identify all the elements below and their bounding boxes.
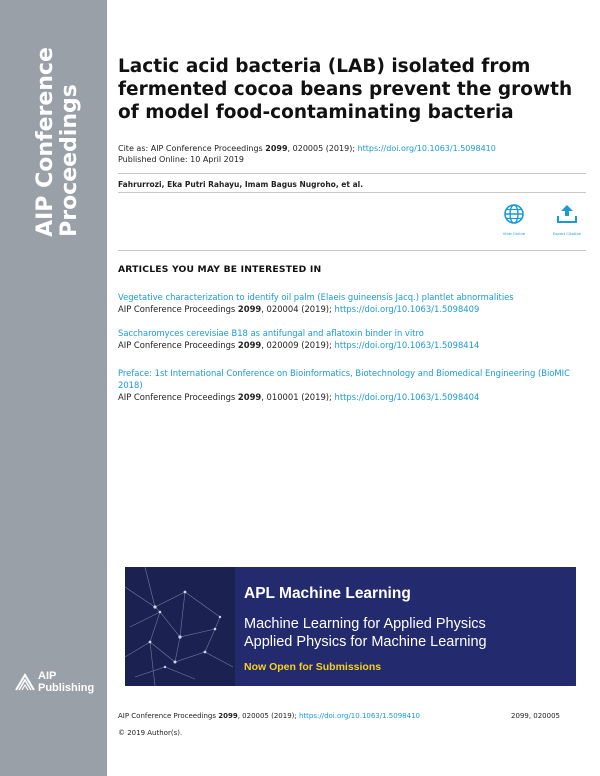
ref-prefix: AIP Conference Proceedings [118,340,238,350]
logo-text-publishing: Publishing [38,682,95,694]
ref-volume: 2099 [237,340,262,350]
cite-prefix: Cite as: AIP Conference Proceedings [118,144,266,153]
divider [118,250,586,251]
ref-prefix: AIP Conference Proceedings [118,392,238,402]
article-doi-link[interactable]: https://doi.org/10.1063/1.5098410 [357,144,496,153]
related-article-doi-link[interactable]: https://doi.org/10.1063/1.5098414 [334,340,480,350]
journal-name-line1: AIP Conference [33,47,58,237]
copyright: © 2019 Author(s). [118,729,183,737]
article-title: Lactic acid bacteria (LAB) isolated from fermented cocoa beans prevent the growth of model food-contaminating bacteria [118,56,573,123]
circuit-art-image [125,567,235,686]
cite-volume: 2099 [265,144,288,153]
ref-suffix: , 020009 (2019); [261,340,335,350]
related-article-title[interactable]: Preface: 1st International Conference on Bioinformatics, Biotechnology and Biomedical Engineering (BioMIC 2018) [118,368,570,390]
export-citation-label: Export Citation [552,231,582,236]
ref-prefix: AIP Conference Proceedings [118,304,238,314]
sidebar [0,0,107,776]
ref-volume: 2099 [237,392,262,402]
related-article-title[interactable]: Vegetative characterization to identify oil palm (Elaeis guineensis Jacq.) plantlet abnormalities [118,292,514,302]
footer-doi-link[interactable]: https://doi.org/10.1063/1.5098410 [298,712,420,720]
logo-text-aip: AIP [38,670,57,682]
view-online-button[interactable] [494,203,534,236]
related-article [118,327,588,351]
related-article-title[interactable]: Saccharomyces cerevisiae B18 as antifungal and aflatoxin binder in vitro [118,328,424,338]
view-online-label: View Online [502,231,526,236]
related-article [118,291,588,315]
banner-title: APL Machine Learning [244,585,411,602]
export-citation-button[interactable] [547,203,587,236]
citation-block [118,143,496,165]
ref-volume: 2099 [237,304,262,314]
aip-logo-icon [14,672,36,694]
banner-subtitle-line1: Machine Learning for Applied Physics [244,616,486,632]
related-article-ref [118,339,588,351]
divider [118,173,586,174]
footer-prefix: AIP Conference Proceedings [118,712,219,720]
ref-suffix: , 020004 (2019); [261,304,335,314]
related-article-ref [118,303,588,315]
journal-name [34,47,82,237]
related-article-doi-link[interactable]: https://doi.org/10.1063/1.5098404 [334,392,480,402]
footer-citation [118,712,420,720]
apl-ml-advertisement[interactable] [125,567,576,686]
banner-subtitle [244,615,487,651]
related-article-ref [118,391,588,403]
banner-subtitle-line2: Applied Physics for Machine Learning [244,634,487,650]
cite-suffix: , 020005 (2019); [287,144,358,153]
related-article-doi-link[interactable]: https://doi.org/10.1063/1.5098409 [334,304,480,314]
globe-icon [503,203,525,225]
citation-line [118,143,496,154]
footer-page-ref: 2099, 020005 [511,712,560,720]
ref-suffix: , 010001 (2019); [261,392,335,402]
aip-publishing-logo[interactable] [14,670,104,698]
related-articles-heading: ARTICLES YOU MAY BE INTERESTED IN [118,264,322,275]
export-icon [555,203,579,225]
footer-volume: 2099 [218,712,238,720]
authors: Fahrurrozi, Eka Putri Rahayu, Imam Bagus Nugroho, et al. [118,180,364,189]
related-article [118,367,588,403]
published-date: Published Online: 10 April 2019 [118,155,245,164]
divider [118,192,586,193]
journal-name-line2: Proceedings [57,84,82,237]
banner-cta[interactable]: Now Open for Submissions [244,661,382,673]
footer-suffix: , 020005 (2019); [237,712,299,720]
